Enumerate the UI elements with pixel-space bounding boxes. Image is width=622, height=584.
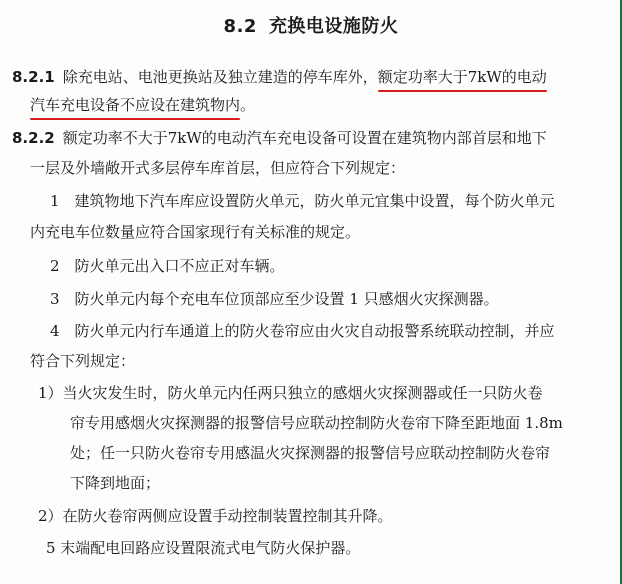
item-text: 4 防火单元内行车通道上的防火卷帘应由火灾自动报警系统联动控制，并应 <box>50 322 555 340</box>
section-heading <box>0 12 622 38</box>
clause-text: 一层及外墙敞开式多层停车库首层，但应符合下列规定： <box>30 159 406 177</box>
subitem-text: 下降到地面； <box>70 474 161 492</box>
clause-8-2-2-line2 <box>30 158 405 178</box>
marked-text: 汽车充电设备不应设在建筑物内 <box>30 96 241 114</box>
item-text: 2 防火单元出入口不应正对车辆。 <box>50 257 285 275</box>
item-2 <box>50 256 285 276</box>
item-1-line2 <box>30 222 360 242</box>
item-4-line1 <box>50 321 555 341</box>
subitem-text: 处；任一只防火卷帘专用感温火灾探测器的报警信号应联动控制防火卷帘 <box>70 444 551 462</box>
subitem-2 <box>38 506 393 526</box>
clause-text: 额定功率不大于7kW的电动汽车充电设备可设置在建筑物内部首层和地下 <box>62 129 547 147</box>
item-4-line2 <box>30 351 135 371</box>
item-text: 5 末端配电回路应设置限流式电气防火保护器。 <box>46 539 361 557</box>
clause-8-2-2-line1 <box>12 128 547 148</box>
marked-text: 额定功率大于7kW的电动 <box>377 68 547 86</box>
item-5 <box>46 538 360 558</box>
subitem-1-line2 <box>70 413 563 433</box>
item-text: 内充电车位数量应符合国家现行有关标准的规定。 <box>30 223 361 241</box>
clause-8-2-1-line1 <box>12 67 547 87</box>
red-underline <box>30 118 240 120</box>
item-text: 3 防火单元内每个充电车位顶部应至少设置 1 只感烟火灾探测器。 <box>50 290 499 308</box>
subitem-1-line4 <box>70 473 160 493</box>
clause-text: 除充电站、电池更换站及独立建造的停车库外， <box>62 68 378 86</box>
item-text: 符合下列规定： <box>30 352 136 370</box>
subitem-text: 帘专用感烟火灾探测器的报警信号应联动控制防火卷帘下降至距地面 1.8m <box>70 414 563 432</box>
section-title: 充换电设施防火 <box>268 16 399 37</box>
subitem-1-line3 <box>70 443 550 463</box>
subitem-1-line1 <box>38 383 543 403</box>
red-underline <box>378 90 547 92</box>
section-number: 8.2 <box>223 16 257 37</box>
subitem-text: 2）在防火卷帘两侧应设置手动控制装置控制其升降。 <box>38 507 393 525</box>
item-3 <box>50 289 499 309</box>
clause-number: 8.2.2 <box>12 129 55 147</box>
clause-number: 8.2.1 <box>12 68 55 86</box>
clause-text: 。 <box>240 96 256 114</box>
subitem-text: 1）当火灾发生时，防火单元内任两只独立的感烟火灾探测器或任一只防火卷 <box>38 384 543 402</box>
item-text: 1 建筑物地下汽车库应设置防火单元，防火单元宜集中设置，每个防火单元 <box>50 192 555 210</box>
annotated-text <box>378 67 547 87</box>
annotated-text <box>30 95 240 115</box>
item-1-line1 <box>50 191 555 211</box>
clause-8-2-1-line2 <box>30 95 255 115</box>
